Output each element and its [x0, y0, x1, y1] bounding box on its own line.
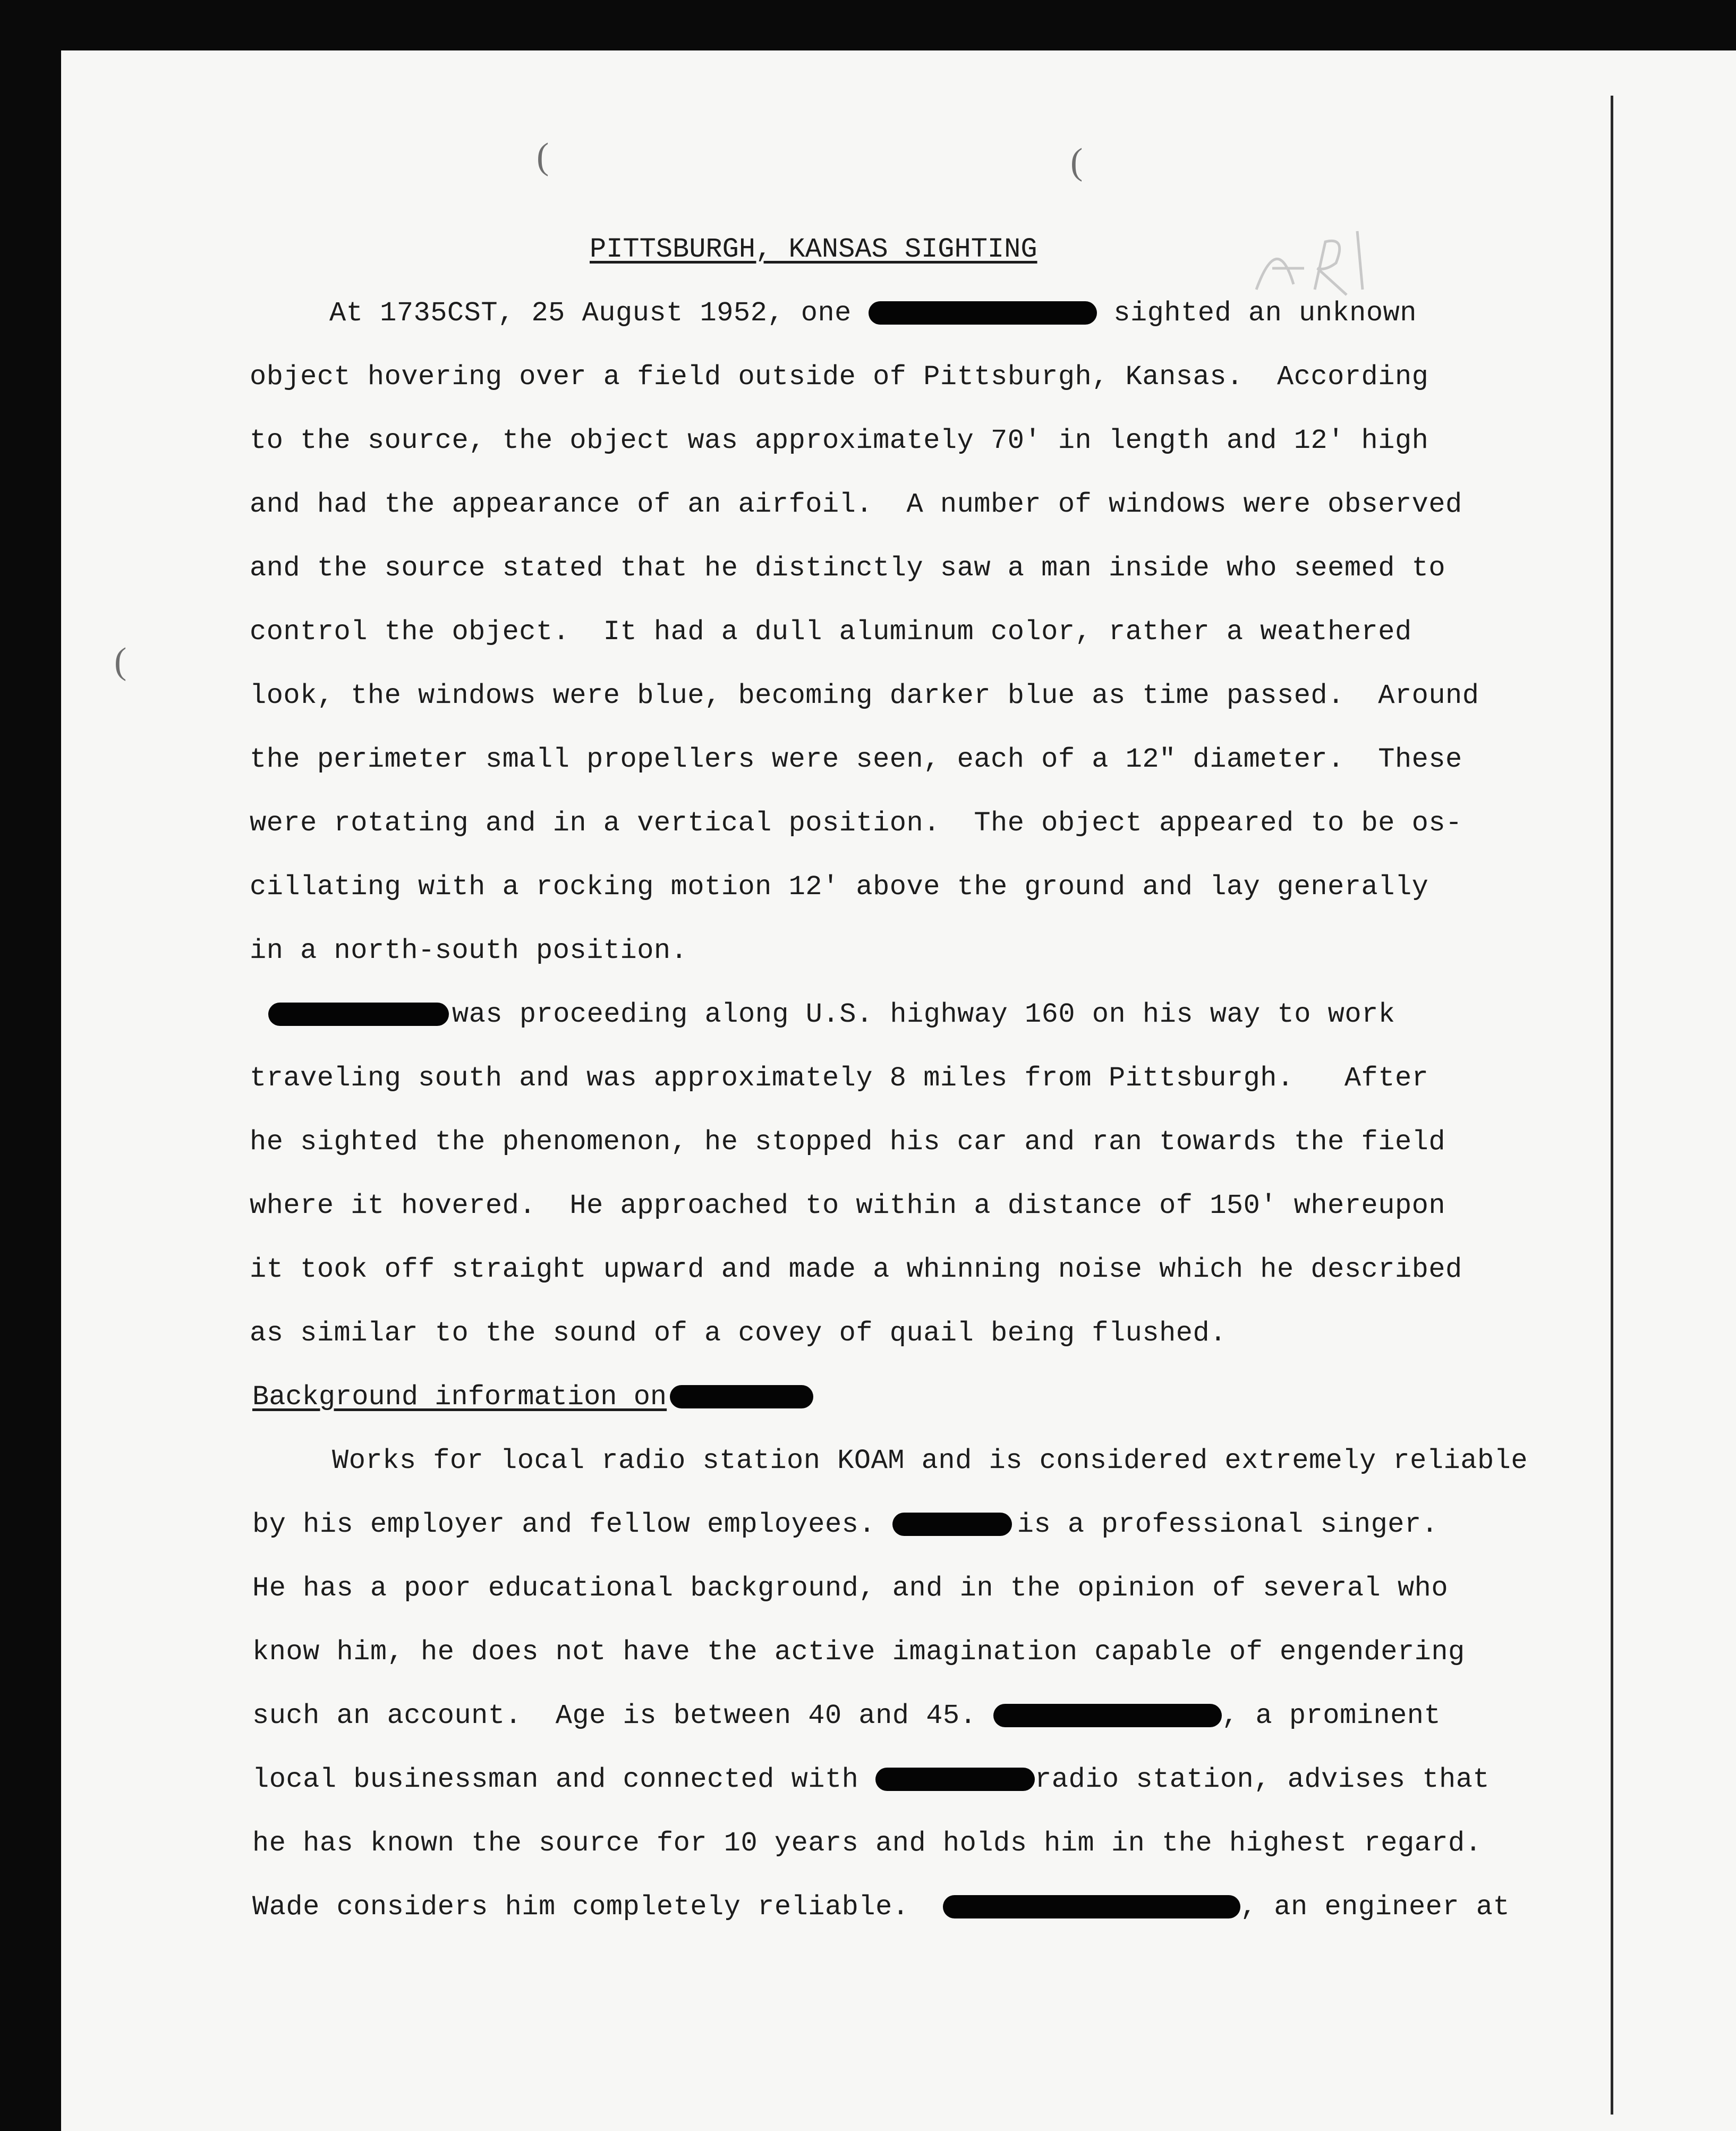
text-line: Works for local radio station KOAM and is considered extremely reliable [332, 1445, 1528, 1476]
document-title: PITTSBURGH, KANSAS SIGHTING [590, 234, 1037, 265]
text-line [252, 1891, 1510, 1923]
redaction-bar [875, 1768, 1035, 1791]
redaction-bar [268, 1003, 449, 1026]
page-edge-rule [1611, 96, 1613, 2115]
text-line: where it hovered. He approached to within a distance of 150' whereupon [250, 1190, 1446, 1221]
redaction-bar [869, 301, 1097, 325]
text-line: He has a poor educational background, and in the opinion of several who [252, 1573, 1449, 1604]
text-line [252, 1509, 1438, 1541]
text-line: the perimeter small propellers were seen, each of a 12" diameter. These [250, 744, 1462, 775]
text-line: he has known the source for 10 years and holds him in the highest regard. [252, 1828, 1482, 1859]
text-segment: radio station, advises that [1035, 1764, 1490, 1795]
text-line: traveling south and was approximately 8 miles from Pittsburgh. After [250, 1063, 1429, 1094]
text-line: cillating with a rocking motion 12' above the ground and lay generally [250, 871, 1429, 903]
text-line: it took off straight upward and made a whinning noise which he described [250, 1254, 1462, 1285]
text-segment: was proceeding along U.S. highway 160 on his way to work [452, 999, 1395, 1030]
punch-mark-left: ( [537, 136, 549, 177]
text-line: as similar to the sound of a covey of quail being flushed. [250, 1318, 1227, 1349]
text-line [268, 999, 1395, 1031]
text-segment: Wade considers him completely reliable. [252, 1891, 943, 1923]
text-line [252, 1700, 1441, 1732]
text-segment: local businessman and connected with [252, 1764, 876, 1795]
redaction-bar [943, 1895, 1240, 1918]
redaction-bar [670, 1385, 813, 1408]
text-segment: such an account. Age is between 40 and 45. [252, 1700, 994, 1731]
text-line: control the object. It had a dull aluminum color, rather a weathered [250, 616, 1412, 648]
text-segment: , a prominent [1222, 1700, 1441, 1731]
text-line: look, the windows were blue, becoming darker blue as time passed. Around [250, 680, 1479, 711]
punch-mark-right: ( [1070, 141, 1083, 182]
film-border-left [0, 0, 61, 2131]
section-heading [252, 1381, 813, 1413]
text-segment: by his employer and fellow employees. [252, 1509, 892, 1540]
text-line: and had the appearance of an airfoil. A number of windows were observed [250, 489, 1462, 520]
text-segment: sighted an unknown [1096, 298, 1417, 329]
heading-text: Background information on [252, 1381, 667, 1413]
text-line: were rotating and in a vertical position. The object appeared to be os- [250, 808, 1462, 839]
text-line: object hovering over a field outside of Pittsburgh, Kansas. According [250, 361, 1429, 393]
text-segment: At 1735CST, 25 August 1952, one [329, 298, 869, 329]
text-line [252, 1764, 1490, 1796]
text-segment: , an engineer at [1240, 1891, 1510, 1923]
text-line: and the source stated that he distinctly saw a man inside who seemed to [250, 553, 1446, 584]
text-segment: is a professional singer. [1017, 1509, 1439, 1540]
redaction-bar [993, 1704, 1222, 1727]
text-line [329, 298, 1417, 329]
text-line: in a north-south position. [250, 935, 688, 966]
redaction-bar [892, 1513, 1012, 1536]
text-line: know him, he does not have the active imagination capable of engendering [252, 1636, 1465, 1668]
text-line: he sighted the phenomenon, he stopped his car and ran towards the field [250, 1126, 1446, 1158]
film-border-top [0, 0, 1736, 50]
text-line: to the source, the object was approximately 70' in length and 12' high [250, 425, 1429, 456]
document-page [61, 50, 1736, 2131]
margin-mark: ( [114, 641, 127, 682]
